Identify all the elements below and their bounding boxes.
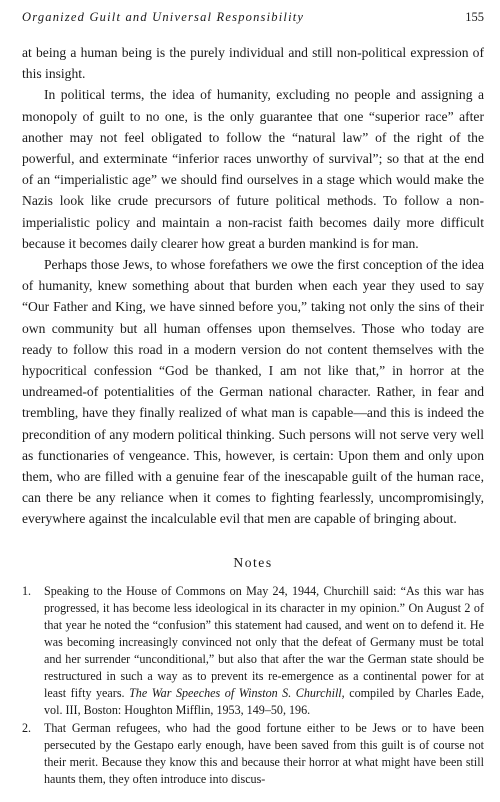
note-number: 1.	[22, 583, 32, 598]
note-text-part: compiled by Charles Eade, vol. III, Boston: Houghton Mifflin, 1953, 149–50, 196.	[44, 685, 484, 717]
note-item	[22, 583, 484, 719]
notes-heading: Notes	[233, 554, 273, 570]
book-page	[22, 10, 484, 789]
note-text: That German refugees, who had the good fortune either to be Jews or to have been persecuted by the Gestapo early enough, have been saved from this guilt is of course not their merit. Because they know this and because their horror at what might have been still haunts them, they often introduce into discus-	[44, 720, 484, 786]
book-title: The War Speeches of Winston S. Churchill,	[129, 685, 345, 700]
body-text	[22, 42, 484, 530]
note-number: 2.	[22, 720, 32, 735]
running-head	[22, 10, 484, 30]
note-text-part: Speaking to the House of Commons on May 24, 1944, Churchill said: “As this war has progressed, it has become less ideological in its character in my opinion.” On August 2 of that year he noted the “confusion” this statement had caused, and went on to defend it. He was becoming increasingly convinced not only that the defeat of Germany must be total and her surrender “unconditional,” but also that after the war the German state should be restructured in such a way as to prevent its re-emergence as a continental power for at least fifty years.	[44, 583, 484, 700]
note-item	[22, 720, 484, 788]
paragraph: Perhaps those Jews, to whose forefathers we owe the first conception of the idea of humanity, knew something about that burden when each year they used to say “Our Father and King, we have sinned before you,” taking not only the sins of their own community but all human offenses upon themselves. Those who today are ready to follow this road in a modern version do not content themselves with the hypocritical confession “God be thanked, I am not like that,” in horror at the undreamed-of potentialities of the German national character. Rather, in fear and trembling, have they finally realized of what man is capable—and this is indeed the precondition of any modern political thinking. Such persons will not serve very well as functionaries of vengeance. This, however, is certain: Upon them and only upon them, who are filled with a genuine fear of the inescapable guilt of the human race, can there be any reliance when it comes to fighting fearlessly, uncompromisingly, everywhere against the incalculable evil that men are capable of bringing about.	[22, 257, 484, 527]
notes-list	[22, 583, 484, 788]
page-number: 155	[465, 10, 484, 24]
running-title: Organized Guilt and Universal Responsibility	[22, 10, 305, 24]
paragraph-continued: at being a human being is the purely individual and still non-political expression of this insight.	[22, 45, 484, 82]
note-text	[44, 583, 484, 719]
paragraph: In political terms, the idea of humanity, excluding no people and assigning a monopoly of guilt to no one, is the only guarantee that one “superior race” after another may not feel obligated to follow the “natural law” of the right of the powerful, and exterminate “inferior races unworthy of survival”; so that at the end of an “imperialistic age” we should find ourselves in a stage which would make the Nazis look like crude precursors of future political methods. To follow a non-imperialistic policy and maintain a non-racist faith becomes daily more difficult because it becomes daily clearer how great a burden mankind is for man.	[22, 87, 484, 251]
